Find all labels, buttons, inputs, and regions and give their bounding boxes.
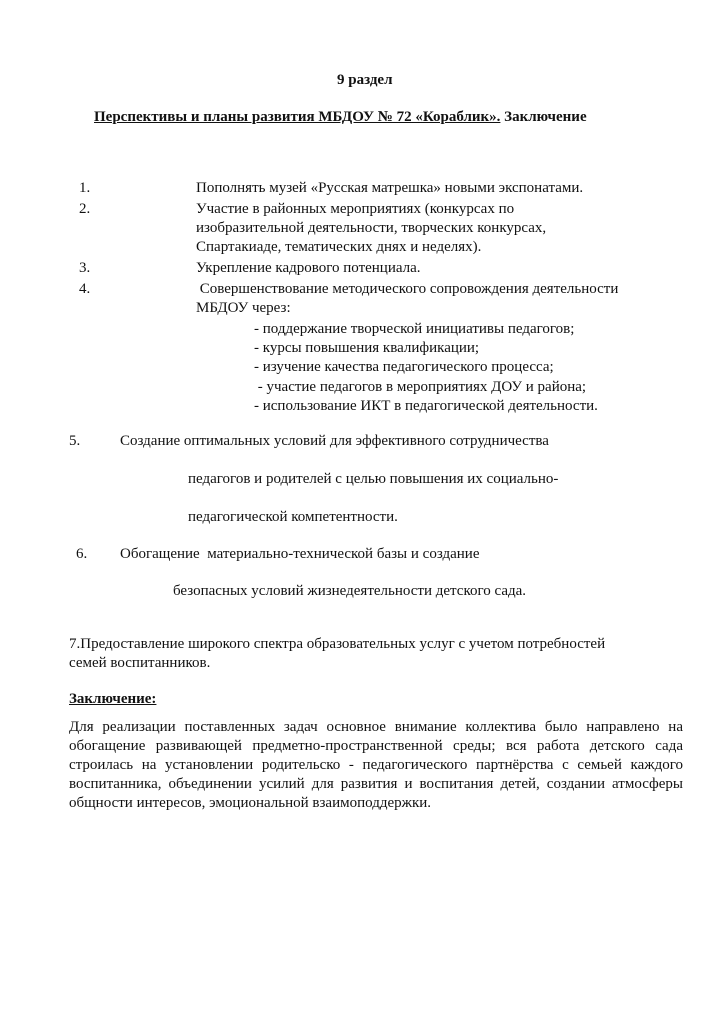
list-item-text: педагогической компетентности. [188, 509, 398, 525]
list-item-text: Участие в районных мероприятиях (конкурсах по [196, 201, 515, 217]
list-item-text: Укрепление кадрового потенциала. [196, 260, 421, 276]
sub-list-item: - курсы повышения квалификации; [254, 340, 480, 356]
conclusion-heading: Заключение: [69, 691, 157, 707]
sub-list-item: - поддержание творческой инициативы педагогов; [254, 321, 575, 337]
list-item-text: безопасных условий жизнедеятельности детского сада. [173, 583, 527, 599]
list-item-text: Спартакиаде, тематических днях и неделях). [196, 239, 482, 255]
list-item-text: 7.Предоставление широкого спектра образовательных услуг с учетом потребностей [69, 636, 606, 652]
list-item-number: 5. [69, 433, 81, 449]
conclusion-paragraph: Для реализации поставленных задач основное внимание коллектива было направлено на обогащение развивающей предметно-пространственной среды; вся работа детского сада строилась на установлении родительско - педагогического партнёрства с семьей каждого воспитанника, объединении усилий для развития и воспитания детей, создании атмосферы общности интересов, эмоциональной взаимоподдержки. [69, 719, 683, 811]
list-item-text: Совершенствование методического сопровождения деятельности [196, 281, 619, 297]
list-item-text: Создание оптимальных условий для эффективного сотрудничества [120, 433, 549, 449]
list-item-text: МБДОУ через: [196, 300, 291, 316]
list-item-number: 4. [79, 281, 91, 297]
list-item-number: 3. [79, 260, 91, 276]
sub-list-item: - участие педагогов в мероприятиях ДОУ и района; [254, 379, 587, 395]
list-item-number: 2. [79, 201, 91, 217]
page-title-tail: Заключение [500, 109, 587, 125]
list-item-text: Обогащение материально-технической базы и создание [120, 546, 480, 562]
list-item-number: 6. [76, 546, 88, 562]
sub-list-item: - изучение качества педагогического процесса; [254, 359, 554, 375]
list-item-number: 1. [79, 180, 91, 196]
section-label: 9 раздел [337, 72, 393, 88]
page-title-main: Перспективы и планы развития МБДОУ № 72 «Кораблик». [94, 109, 501, 125]
list-item-text: педагогов и родителей с целью повышения их социально- [188, 471, 559, 487]
page-title [94, 108, 587, 126]
list-item-text: Пополнять музей «Русская матрешка» новыми экспонатами. [196, 180, 584, 196]
sub-list-item: - использование ИКТ в педагогической деятельности. [254, 398, 598, 414]
list-item-text: изобразительной деятельности, творческих конкурсах, [196, 220, 547, 236]
list-item-text: семей воспитанников. [69, 655, 211, 671]
